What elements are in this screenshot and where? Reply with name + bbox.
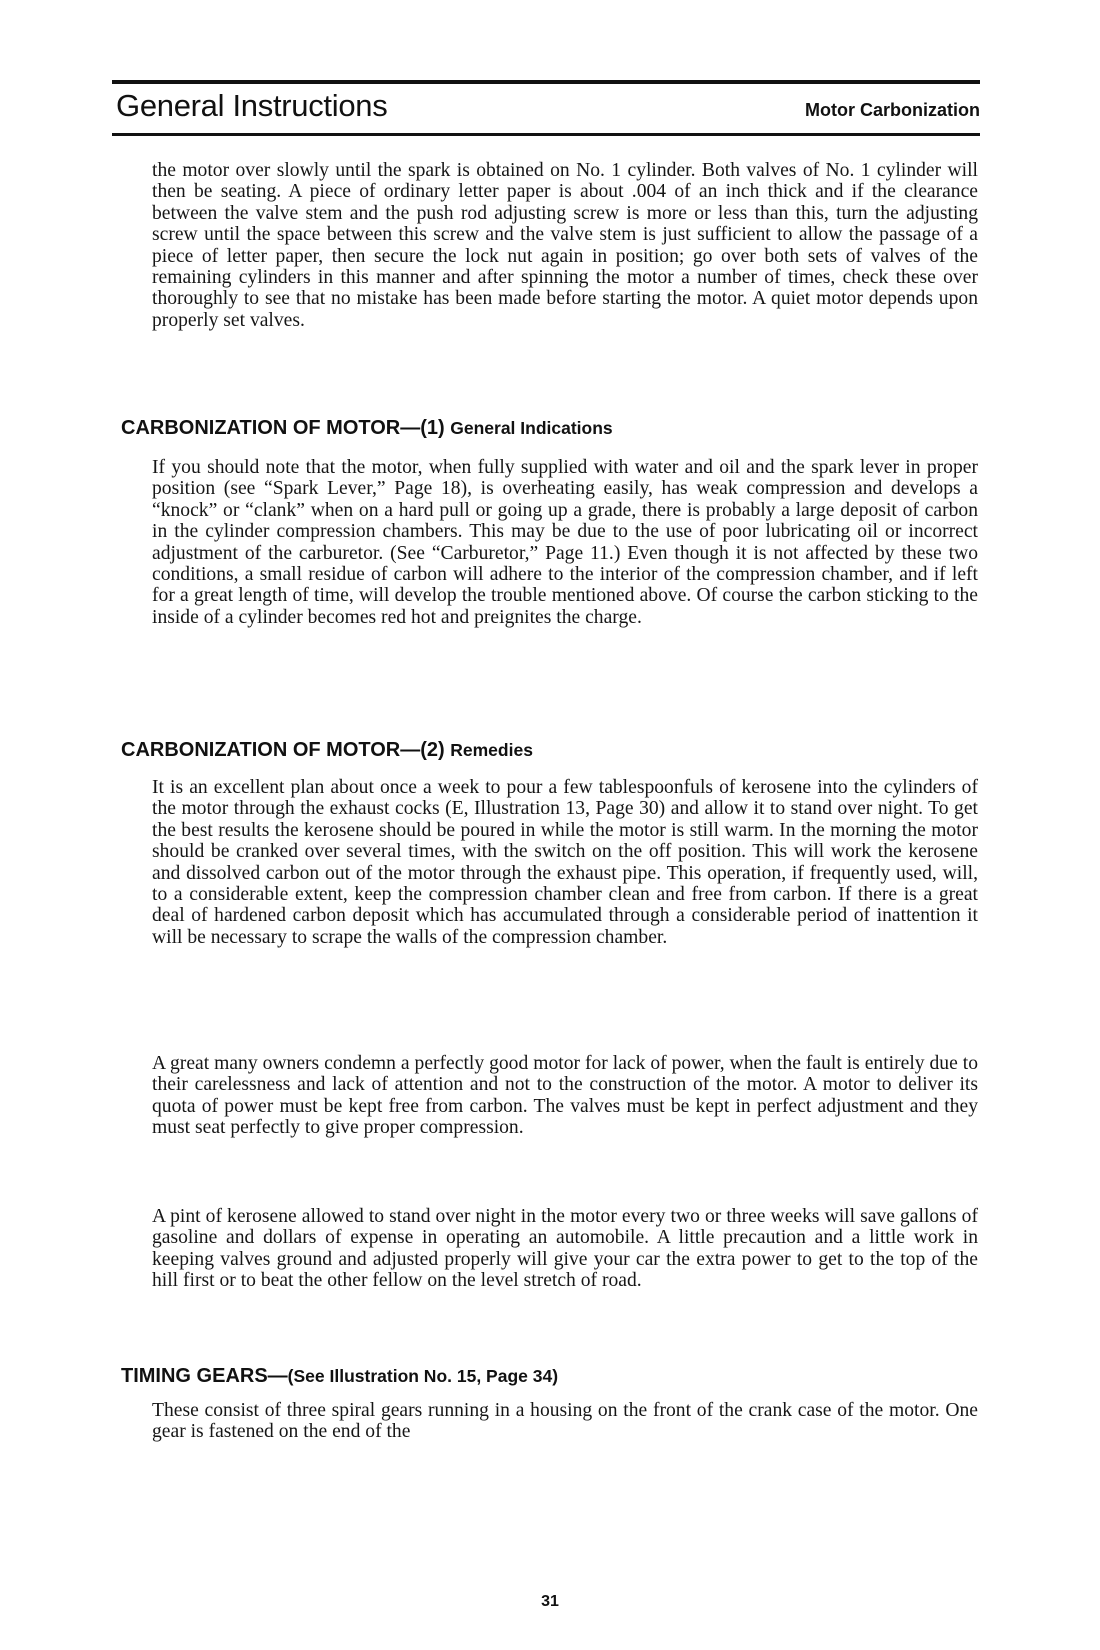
- heading-sub: (See Illustration No. 15, Page 34): [287, 1366, 559, 1386]
- paragraph-owners-condemn: A great many owners condemn a perfectly good motor for lack of power, when the fault is entirely due to their carelessness and lack of attention and not to the construction of the motor. A motor to deliver its quota of power must be kept free from carbon. The valves must be kept in perfect adjustment and they must seat perfectly to give proper compression.: [152, 1053, 978, 1139]
- running-head: General Instructions: [116, 88, 388, 123]
- heading-carbonization-remedies: [121, 739, 533, 762]
- paragraph-remedies-kerosene: It is an excellent plan about once a week to pour a few tablespoonfuls of kerosene into the cylinders of the motor through the exhaust cocks (E, Illustration 13, Page 30) and allow it to stand over night. To get the best results the kerosene should be poured in while the motor is still warm. In the morning the motor should be cranked over several times, with the switch on the off position. This will work the kerosene and dissolved carbon out of the motor through the exhaust pipe. This operation, if frequently used, will, to a considerable extent, keep the compression chamber clean and free from carbon. If there is a great deal of hardened carbon deposit which has accumulated through a considerable period of inattention it will be necessary to scrape the walls of the compression chamber.: [152, 777, 978, 948]
- page-number: 31: [541, 1593, 559, 1610]
- heading-main: TIMING GEARS—: [121, 1365, 288, 1387]
- running-section-title: Motor Carbonization: [805, 100, 980, 120]
- heading-timing-gears: [121, 1365, 558, 1388]
- header-bottom-rule: [112, 133, 980, 136]
- heading-main: CARBONIZATION OF MOTOR—(1): [121, 417, 451, 439]
- heading-sub: General Indications: [450, 418, 613, 438]
- heading-carbonization-indications: [121, 417, 613, 440]
- heading-sub: Remedies: [450, 740, 533, 760]
- heading-main: CARBONIZATION OF MOTOR—(2): [121, 739, 451, 761]
- paragraph-general-indications: If you should note that the motor, when fully supplied with water and oil and the spark lever in proper position (see “Spark Lever,” Page 18), is overheating easily, has weak compression and develops a “knock” or “clank” when on a hard pull or going up a grade, there is probably a large deposit of carbon in the cylinder compression chambers. This may be due to the use of poor lubricating oil or incorrect adjustment of the carburetor. (See “Carburetor,” Page 11.) Even though it is not affected by these two conditions, a small residue of carbon will adhere to the interior of the compression chamber, and if left for a great length of time, will develop the trouble mentioned above. Of course the carbon sticking to the inside of a cylinder becomes red hot and preignites the charge.: [152, 457, 978, 628]
- paragraph-valve-adjustment: the motor over slowly until the spark is obtained on No. 1 cylinder. Both valves of No. 1 cylinder will then be seating. A piece of ordinary letter paper is about .004 of an inch thick and if the clearance between the valve stem and the push rod adjusting screw is more or less than this, turn the adjusting screw until the space between this screw and the valve stem is just sufficient to allow the passage of a piece of letter paper, then secure the lock nut again in position; go over both sets of valves of the remaining cylinders in this manner and after spinning the motor a number of times, check these over thoroughly to see that no mistake has been made before starting the motor. A quiet motor depends upon properly set valves.: [152, 160, 978, 331]
- paragraph-timing-gears: These consist of three spiral gears running in a housing on the front of the crank case of the motor. One gear is fastened on the end of the: [152, 1400, 978, 1443]
- paragraph-pint-of-kerosene: A pint of kerosene allowed to stand over night in the motor every two or three weeks will save gallons of gasoline and dollars of expense in operating an automobile. A little precaution and a little work in keeping valves ground and adjusted properly will give your car the extra power to get to the top of the hill first or to beat the other fellow on the level stretch of road.: [152, 1206, 978, 1292]
- header-top-rule: [112, 80, 980, 84]
